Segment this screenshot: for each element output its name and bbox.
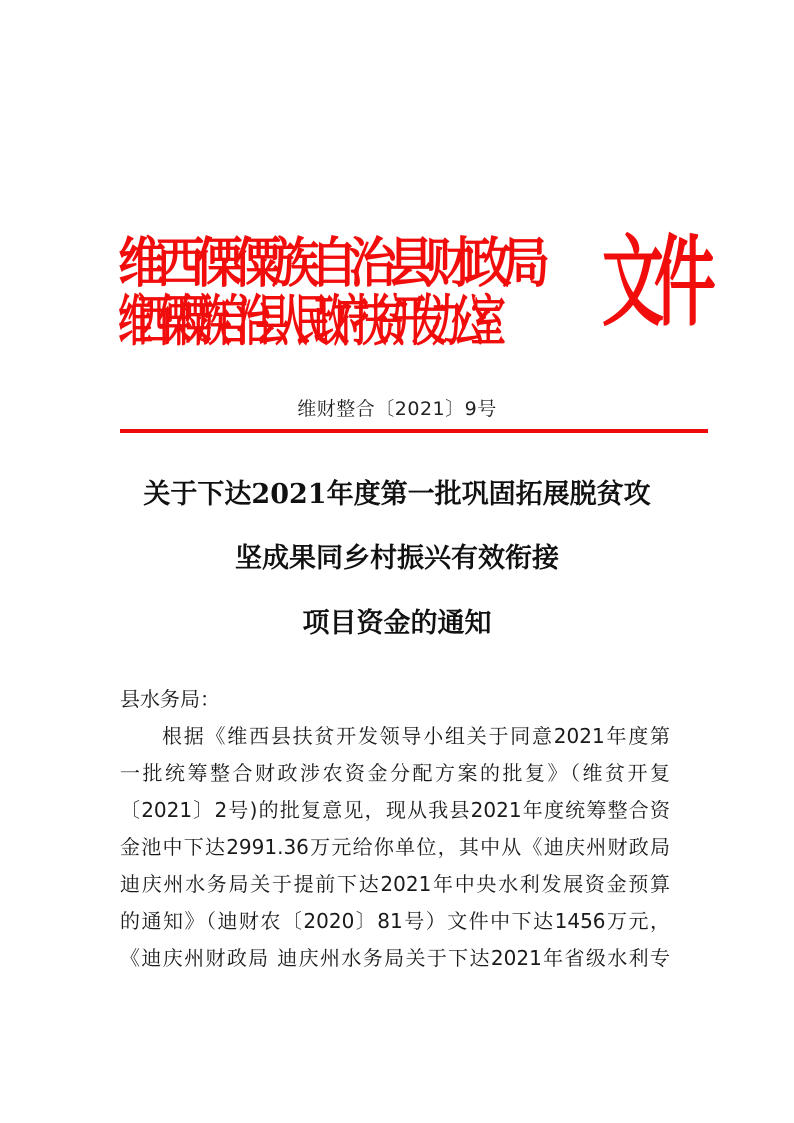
paragraph-line: 一批统筹整合财政涉农资金分配方案的批复》（维贫开复 (120, 761, 670, 785)
red-letterhead (118, 224, 722, 356)
paragraph-line: 金池中下达2991.36万元给你单位，其中从《迪庆州财政局 (120, 835, 670, 859)
paragraph-line: 根据《维西县扶贫开发领导小组关于同意2021年度第 (162, 724, 670, 748)
title-line: 坚成果同乡村振兴有效衔接 (235, 543, 559, 574)
paragraph-line: 《迪庆州财政局 迪庆州水务局关于下达2021年省级水利专 (120, 946, 670, 970)
document-number: 维财整合〔2021〕9号 (297, 398, 497, 420)
issuer-poverty-alleviation-office: 维西傈僳族自治县人民政府扶贫开发办公室 (118, 288, 491, 354)
title-line: 关于下达2021年度第一批巩固拓展脱贫攻 (143, 479, 651, 510)
paragraph-line: 迪庆州水务局关于提前下达2021年中央水利发展资金预算 (120, 872, 670, 896)
paragraph-line: 〔2021〕2号)的批复意见，现从我县2021年度统筹整合资 (120, 798, 670, 822)
paragraph-line: 的通知》（迪财农〔2020〕81号）文件中下达1456万元， (120, 909, 670, 933)
issuer-finance-bureau: 维西傈僳族自治县财政局 (118, 230, 541, 295)
title-line: 项目资金的通知 (302, 608, 492, 639)
salutation: 县水务局： (120, 687, 220, 711)
document-body (120, 681, 672, 977)
document-type-label: 文件 (602, 224, 706, 341)
red-divider (120, 429, 708, 433)
